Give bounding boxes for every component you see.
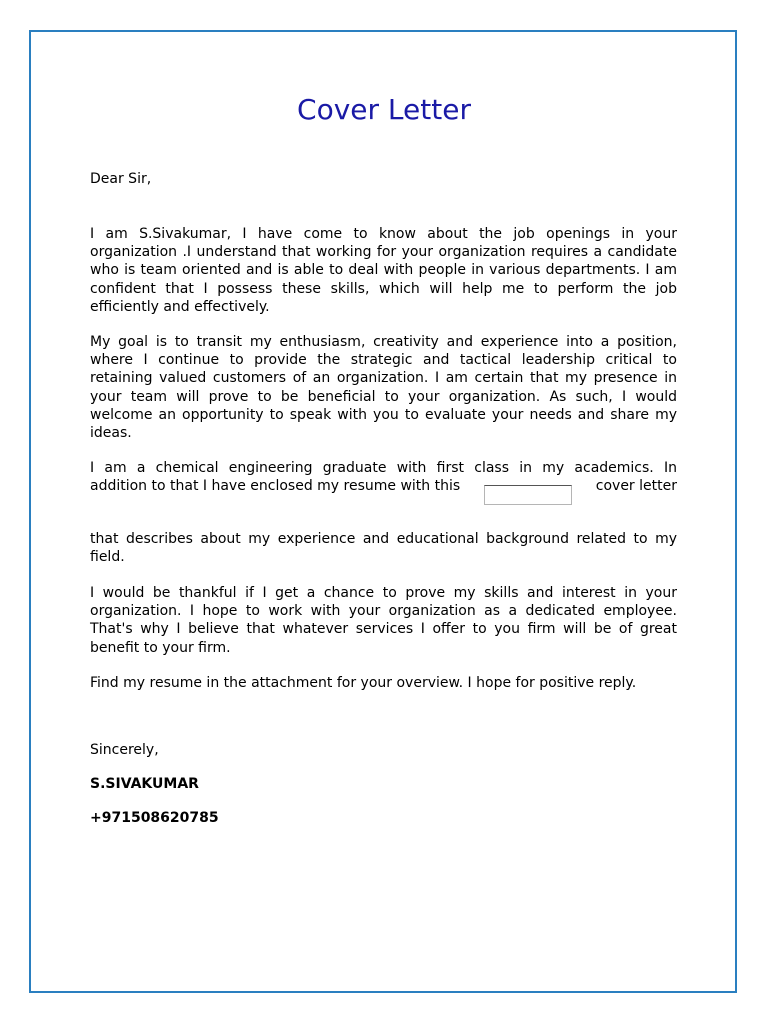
closing: Sincerely, [90,742,159,758]
phone-number: +971508620785 [90,810,219,826]
paragraph-goals: My goal is to transit my enthusiasm, creativity and experience into a position, where I continue to provide the strategic and tactical leadership critical to retaining valued customers of an organization. I am certain that my presence in your team will prove to be beneficial to your organization. As such, I would welcome an opportunity to speak with you to evaluate your needs and share my ideas. [90,334,677,442]
paragraph-gratitude: I would be thankful if I get a chance to prove my skills and interest in your organization. I hope to work with your organization as a dedicated employee. That's why I believe that whatever services I offer to you firm will be of great benefit to your firm. [90,585,677,656]
greeting: Dear Sir, [90,171,152,187]
embedded-object-box[interactable] [484,485,572,505]
paragraph-education-continued: that describes about my experience and educational background related to my field. [90,531,677,566]
signature-name: S.SIVAKUMAR [90,776,199,792]
paragraph-introduction: I am S.Sivakumar, I have come to know about the job openings in your organization .I understand that working for your organization requires a candidate who is team oriented and is able to deal with people in various departments. I am confident that I possess these skills, which will help me to perform the job efficiently and effectively. [90,226,677,315]
paragraph-attachment: Find my resume in the attachment for your overview. I hope for positive reply. [90,675,637,691]
paragraph-education [90,459,677,505]
paragraph-education-line2-before: addition to that I have enclosed my resume with this [90,478,461,495]
paragraph-education-line2 [90,477,677,505]
page-title: Cover Letter [297,93,471,126]
paragraph-education-line1: I am a chemical engineering graduate with first class in my academics. In [90,460,677,476]
paragraph-education-line2-after: cover letter [595,478,677,495]
